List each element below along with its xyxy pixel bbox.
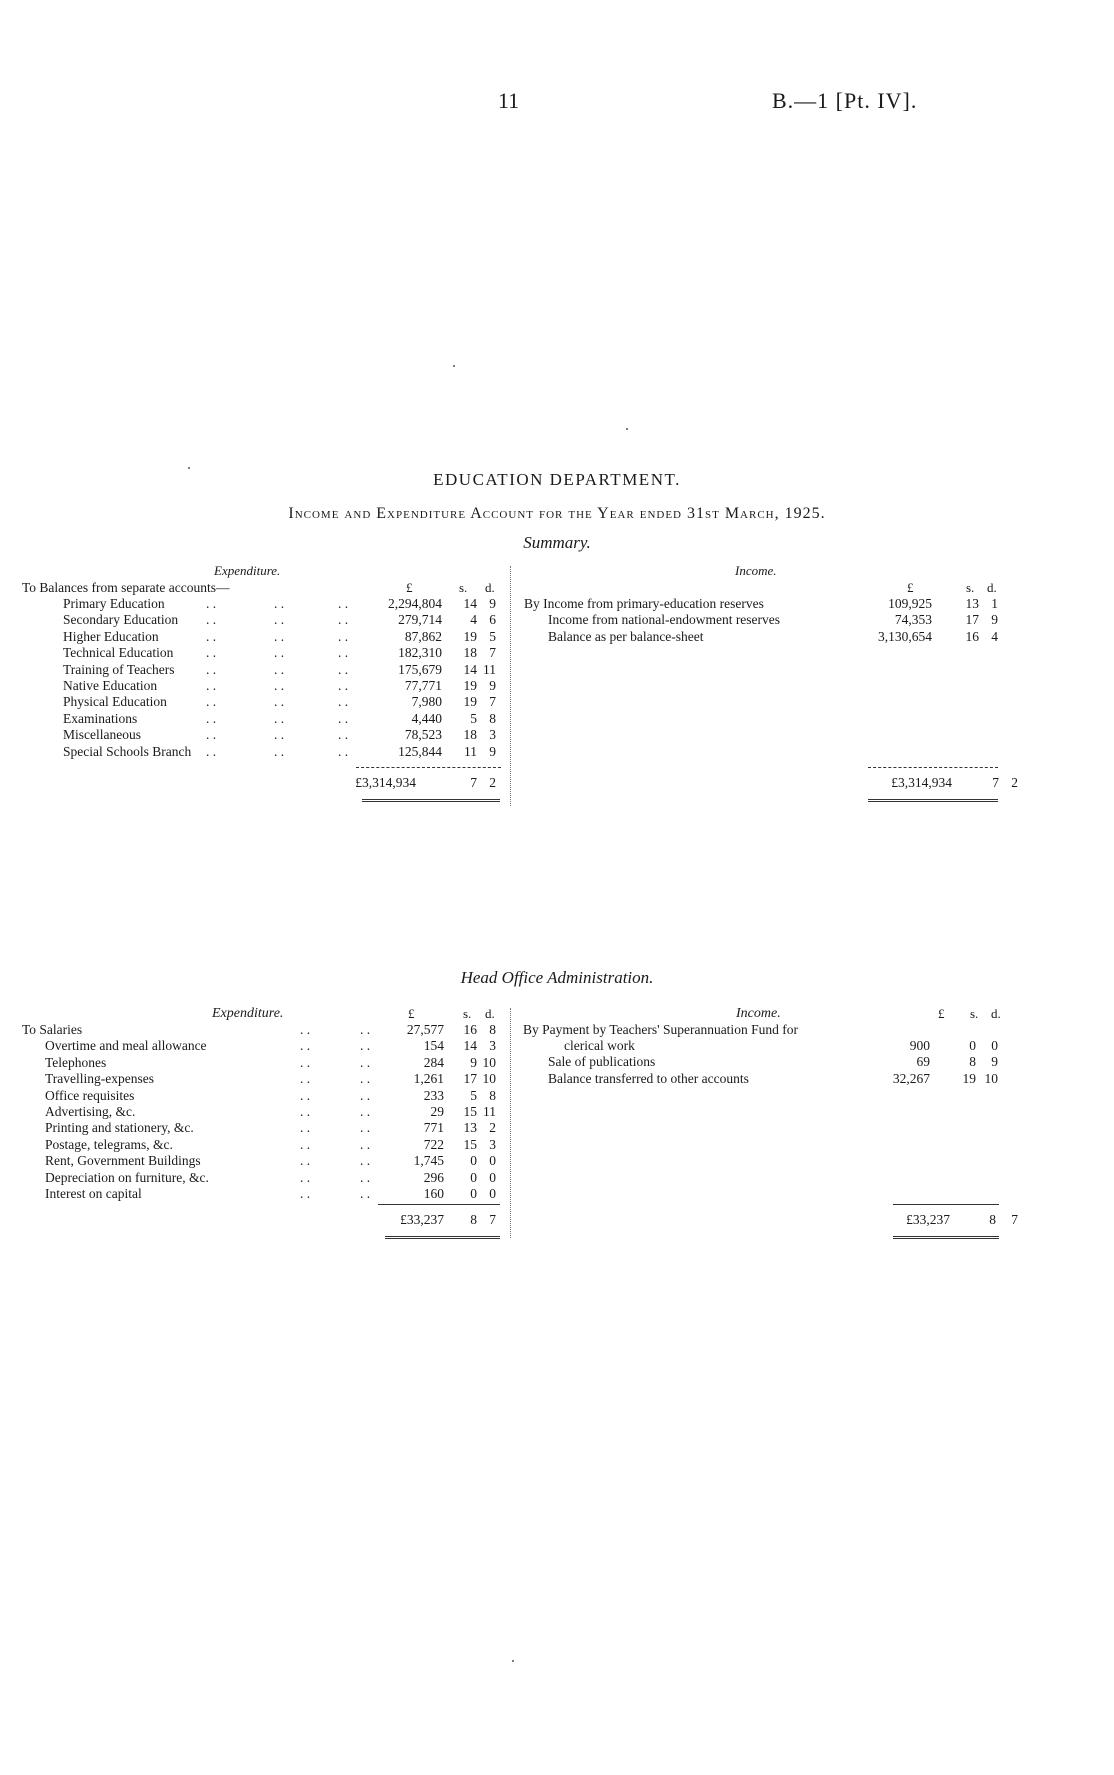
summary-inc-total-row — [500, 775, 1020, 791]
ho-exp-label: Advertising, &c. — [45, 1104, 136, 1119]
summary-exp-pounds: 2,294,804 — [388, 596, 442, 611]
summary-inc-shillings: 16 — [965, 628, 979, 644]
ho-expenditure-heading: Expenditure. — [212, 1006, 284, 1021]
ho-exp-label: Depreciation on furniture, &c. — [45, 1169, 209, 1185]
summary-exp-pence: 8 — [489, 710, 496, 726]
summary-exp-leader-dots: . . — [206, 678, 217, 693]
ho-inc-shillings: 8 — [969, 1054, 976, 1070]
ho-inc-label: Balance transferred to other accounts — [548, 1070, 749, 1086]
ho-exp-leader-dots: . . — [300, 1186, 311, 1201]
summary-exp-leader-dots: . . — [274, 678, 285, 693]
head-office-section — [0, 900, 1114, 1300]
ho-exp-pounds: 722 — [423, 1136, 444, 1152]
summary-exp-pounds: 87,862 — [404, 628, 442, 644]
ho-exp-pence: 10 — [482, 1054, 496, 1070]
summary-inc-pence: 9 — [991, 612, 998, 628]
ho-exp-shillings: 0 — [470, 1186, 477, 1201]
summary-exp-pence: 9 — [489, 743, 496, 759]
ho-exp-label: Postage, telegrams, &c. — [45, 1136, 173, 1152]
summary-inc-col-d: d. — [987, 580, 997, 595]
summary-inc-pounds: 3,130,654 — [878, 628, 932, 644]
account-title: Income and Expenditure Account for the Year ended 31st March, 1925. — [288, 505, 826, 522]
summary-inc-total-s: 7 — [992, 775, 999, 790]
summary-exp-shillings: 18 — [463, 645, 477, 661]
summary-inc-shillings: 13 — [965, 596, 979, 611]
ho-exp-shillings: 15 — [463, 1136, 477, 1152]
summary-exp-label: Physical Education — [63, 694, 167, 710]
ho-exp-total-double-rule — [385, 1236, 500, 1239]
summary-exp-leader-dots: . . — [206, 645, 217, 661]
ho-inc-total-d: 7 — [1011, 1212, 1018, 1227]
summary-exp-leader-dots: . . — [274, 661, 285, 677]
ho-exp-col-d: d. — [485, 1006, 495, 1021]
summary-exp-label: Secondary Education — [63, 612, 179, 628]
summary-exp-shillings: 11 — [464, 743, 477, 759]
summary-exp-pence: 5 — [489, 628, 496, 644]
ho-exp-pence: 0 — [489, 1153, 496, 1169]
ho-inc-pence: 10 — [984, 1070, 998, 1086]
ho-exp-row — [0, 1137, 520, 1153]
ho-income-heading: Income. — [736, 1006, 781, 1021]
summary-inc-pounds: 109,925 — [888, 596, 932, 611]
ho-exp-row — [0, 1153, 520, 1169]
summary-exp-leader-dots: . . — [206, 743, 217, 759]
ho-exp-pence: 3 — [489, 1136, 496, 1152]
ho-inc-total-pounds: £33,237 — [906, 1212, 950, 1227]
ho-exp-leader-dots: . . — [360, 1022, 371, 1037]
ho-exp-shillings: 9 — [470, 1054, 477, 1070]
ho-inc-pounds: 69 — [916, 1054, 930, 1070]
ho-inc-pounds: 900 — [909, 1038, 930, 1053]
summary-inc-label: Income from national-endowment reserves — [548, 612, 781, 628]
ho-inc-total-s: 8 — [989, 1212, 996, 1227]
summary-exp-leader-dots: . . — [274, 645, 285, 661]
ho-exp-pence: 2 — [489, 1120, 496, 1136]
summary-exp-leader-dots: . . — [338, 645, 349, 661]
summary-inc-row — [500, 596, 1000, 612]
ho-exp-pence: 8 — [489, 1087, 496, 1103]
ho-inc-col-d: d. — [991, 1006, 1001, 1021]
summary-exp-shillings: 19 — [463, 694, 477, 710]
ho-exp-pence: 0 — [489, 1186, 496, 1201]
summary-exp-total-row — [0, 775, 520, 791]
summary-exp-leader-dots: . . — [338, 612, 349, 628]
ho-exp-pounds: 771 — [423, 1120, 444, 1136]
scan-speck — [512, 1660, 514, 1662]
summary-group-label: To Balances from separate accounts— — [22, 580, 230, 595]
summary-exp-shillings: 4 — [470, 612, 477, 628]
ho-exp-pounds: 29 — [430, 1104, 444, 1119]
ho-exp-shillings: 0 — [470, 1153, 477, 1169]
summary-inc-label: By Income from primary-education reserves — [524, 596, 764, 611]
summary-exp-leader-dots: . . — [274, 596, 285, 611]
summary-exp-leader-dots: . . — [206, 727, 217, 743]
ho-inc-label: Sale of publications — [548, 1054, 656, 1070]
summary-exp-leader-dots: . . — [274, 710, 285, 726]
summary-exp-row — [0, 694, 520, 710]
ho-exp-col-pound: £ — [408, 1006, 415, 1021]
summary-exp-label: Higher Education — [63, 628, 159, 644]
summary-inc-col-pound: £ — [907, 580, 914, 595]
summary-exp-leader-dots: . . — [274, 628, 285, 644]
summary-exp-pounds: 4,440 — [411, 710, 442, 726]
summary-exp-total-d: 2 — [489, 775, 496, 790]
summary-exp-leader-dots: . . — [274, 694, 285, 710]
summary-exp-leader-dots: . . — [338, 694, 349, 710]
ho-exp-leader-dots: . . — [300, 1087, 311, 1103]
summary-income-table — [0, 596, 1114, 656]
ho-exp-shillings: 14 — [463, 1038, 477, 1054]
ho-exp-total-pounds: £33,237 — [400, 1212, 444, 1227]
summary-inc-label: Balance as per balance-sheet — [548, 628, 704, 644]
summary-exp-leader-dots: . . — [206, 596, 217, 611]
summary-exp-pounds: 7,980 — [411, 694, 442, 710]
ho-exp-pounds: 284 — [423, 1054, 444, 1070]
ho-exp-pence: 3 — [489, 1038, 496, 1054]
ho-exp-label: Printing and stationery, &c. — [45, 1120, 194, 1136]
summary-exp-col-s: s. — [459, 580, 468, 595]
summary-exp-shillings: 19 — [463, 678, 477, 693]
ho-exp-leader-dots: . . — [300, 1022, 311, 1037]
summary-inc-total-double-rule — [868, 799, 998, 802]
summary-exp-shillings: 18 — [463, 727, 477, 743]
ho-exp-pounds: 233 — [423, 1087, 444, 1103]
ho-exp-label: To Salaries — [22, 1022, 83, 1037]
ho-exp-shillings: 0 — [470, 1169, 477, 1185]
document-reference: B.—1 [Pt. IV]. — [772, 88, 918, 113]
summary-exp-pounds: 125,844 — [398, 743, 442, 759]
summary-exp-pence: 7 — [489, 694, 496, 710]
summary-exp-label: Examinations — [63, 710, 138, 726]
summary-exp-shillings: 19 — [463, 628, 477, 644]
ho-exp-label: Travelling-expenses — [45, 1071, 154, 1087]
summary-exp-shillings: 14 — [463, 596, 477, 611]
ho-exp-pounds: 1,745 — [413, 1153, 444, 1169]
ho-exp-label: Office requisites — [45, 1087, 135, 1103]
summary-inc-shillings: 17 — [965, 612, 979, 628]
ho-exp-label: Rent, Government Buildings — [45, 1153, 201, 1169]
ho-exp-shillings: 15 — [463, 1104, 477, 1119]
summary-exp-shillings: 14 — [463, 661, 477, 677]
ho-exp-shillings: 16 — [463, 1022, 477, 1037]
summary-exp-label: Technical Education — [63, 645, 174, 661]
ho-inc-shillings: 0 — [969, 1038, 976, 1053]
ho-inc-total-double-rule — [893, 1236, 999, 1239]
summary-exp-leader-dots: . . — [338, 710, 349, 726]
summary-inc-row — [500, 612, 1000, 628]
summary-exp-leader-dots: . . — [338, 596, 349, 611]
summary-exp-label: Special Schools Branch — [63, 743, 192, 759]
summary-exp-pounds: 182,310 — [398, 645, 442, 661]
ho-inc-col-pound: £ — [938, 1006, 945, 1021]
summary-exp-pence: 3 — [489, 727, 496, 743]
ho-exp-total-rule — [378, 1204, 500, 1205]
summary-exp-shillings: 5 — [470, 710, 477, 726]
ho-exp-leader-dots: . . — [360, 1120, 371, 1136]
summary-exp-leader-dots: . . — [206, 661, 217, 677]
department-title: EDUCATION DEPARTMENT. — [433, 470, 681, 489]
ho-exp-leader-dots: . . — [360, 1186, 371, 1201]
summary-exp-leader-dots: . . — [206, 710, 217, 726]
ho-exp-leader-dots: . . — [360, 1038, 371, 1054]
summary-exp-total-s: 7 — [470, 775, 477, 790]
ho-inc-shillings: 19 — [962, 1070, 976, 1086]
summary-inc-col-s: s. — [966, 580, 975, 595]
ho-inc-row — [500, 1071, 1000, 1087]
summary-exp-total-pounds: £3,314,934 — [355, 775, 416, 790]
ho-exp-pounds: 160 — [423, 1186, 444, 1201]
page-number: 11 — [498, 88, 520, 113]
summary-inc-total-d: 2 — [1011, 775, 1018, 790]
ho-exp-pounds: 1,261 — [413, 1071, 444, 1087]
ho-exp-shillings: 13 — [463, 1120, 477, 1136]
ho-exp-pence: 10 — [482, 1071, 496, 1087]
ho-exp-leader-dots: . . — [360, 1104, 371, 1119]
ho-exp-leader-dots: . . — [360, 1087, 371, 1103]
summary-exp-leader-dots: . . — [338, 727, 349, 743]
ho-exp-row — [0, 1104, 520, 1120]
ho-exp-leader-dots: . . — [300, 1071, 311, 1087]
ho-inc-pence: 9 — [991, 1054, 998, 1070]
head-office-title: Head Office Administration. — [460, 968, 654, 987]
summary-exp-leader-dots: . . — [206, 612, 217, 628]
summary-exp-pence: 9 — [489, 678, 496, 693]
summary-exp-leader-dots: . . — [338, 743, 349, 759]
ho-exp-total-s: 8 — [470, 1212, 477, 1227]
ho-inc-total-rule — [893, 1204, 999, 1205]
summary-exp-pence: 7 — [489, 645, 496, 661]
ho-inc-row — [500, 1038, 1000, 1054]
summary-exp-leader-dots: . . — [338, 678, 349, 693]
ho-inc-pence: 0 — [991, 1038, 998, 1053]
summary-title: Summary. — [523, 533, 591, 552]
summary-exp-pence: 11 — [483, 661, 496, 677]
ho-exp-leader-dots: . . — [300, 1038, 311, 1054]
ho-exp-row — [0, 1022, 520, 1038]
ho-inc-col-s: s. — [970, 1006, 979, 1021]
summary-exp-leader-dots: . . — [206, 628, 217, 644]
summary-inc-total-rule — [868, 767, 998, 768]
ho-exp-pounds: 154 — [423, 1038, 444, 1054]
ho-exp-leader-dots: . . — [360, 1054, 371, 1070]
summary-exp-row — [0, 678, 520, 694]
summary-exp-pounds: 175,679 — [398, 661, 442, 677]
summary-exp-label: Primary Education — [63, 596, 165, 611]
ho-exp-leader-dots: . . — [300, 1136, 311, 1152]
summary-exp-leader-dots: . . — [206, 694, 217, 710]
ho-inc-total-row — [500, 1212, 1020, 1228]
ho-exp-row — [0, 1186, 520, 1202]
summary-exp-col-pound: £ — [406, 580, 413, 595]
ho-exp-leader-dots: . . — [300, 1169, 311, 1185]
ho-exp-shillings: 17 — [463, 1071, 477, 1087]
summary-exp-leader-dots: . . — [274, 727, 285, 743]
ho-exp-row — [0, 1120, 520, 1136]
ho-exp-label: Telephones — [45, 1054, 107, 1070]
summary-income-heading: Income. — [735, 563, 777, 578]
summary-exp-row — [0, 662, 520, 678]
ho-income-line1: By Payment by Teachers' Superannuation Fund for — [523, 1022, 798, 1037]
ho-exp-pounds: 27,577 — [406, 1022, 444, 1037]
summary-exp-pence: 6 — [489, 612, 496, 628]
summary-exp-pounds: 77,771 — [404, 678, 442, 693]
ho-exp-pence: 11 — [483, 1104, 496, 1119]
summary-exp-label: Miscellaneous — [63, 727, 141, 743]
ho-exp-leader-dots: . . — [360, 1071, 371, 1087]
summary-exp-leader-dots: . . — [274, 743, 285, 759]
summary-expenditure-heading: Expenditure. — [214, 563, 281, 578]
ho-exp-leader-dots: . . — [360, 1153, 371, 1169]
summary-exp-leader-dots: . . — [274, 612, 285, 628]
summary-exp-leader-dots: . . — [338, 661, 349, 677]
ho-exp-total-d: 7 — [489, 1212, 496, 1227]
ho-exp-label: Overtime and meal allowance — [45, 1038, 207, 1054]
ho-exp-pounds: 296 — [423, 1169, 444, 1185]
summary-exp-label: Native Education — [63, 678, 158, 693]
ho-inc-pounds: 32,267 — [892, 1070, 930, 1086]
summary-exp-total-double-rule — [362, 799, 500, 802]
summary-exp-label: Training of Teachers — [63, 661, 175, 677]
summary-exp-row — [0, 727, 520, 743]
ho-inc-row — [500, 1054, 1000, 1070]
ho-exp-leader-dots: . . — [360, 1169, 371, 1185]
ho-income-table — [0, 1038, 1114, 1098]
summary-inc-pence: 1 — [991, 596, 998, 611]
ho-exp-leader-dots: . . — [360, 1136, 371, 1152]
summary-inc-total-pounds: £3,314,934 — [891, 775, 952, 790]
ho-exp-pence: 0 — [489, 1169, 496, 1185]
summary-inc-pence: 4 — [991, 628, 998, 644]
ho-exp-total-row — [0, 1212, 520, 1228]
summary-exp-row — [0, 744, 520, 760]
ho-exp-col-s: s. — [463, 1006, 472, 1021]
summary-exp-pounds: 279,714 — [398, 612, 442, 628]
summary-exp-leader-dots: . . — [338, 628, 349, 644]
ho-exp-leader-dots: . . — [300, 1104, 311, 1119]
summary-exp-pence: 9 — [489, 596, 496, 611]
ho-exp-label: Interest on capital — [45, 1186, 142, 1201]
ho-exp-pence: 8 — [489, 1022, 496, 1037]
summary-inc-row — [500, 629, 1000, 645]
ho-exp-row — [0, 1170, 520, 1186]
ho-exp-leader-dots: . . — [300, 1153, 311, 1169]
summary-exp-total-rule — [356, 767, 501, 768]
summary-inc-pounds: 74,353 — [894, 612, 932, 628]
summary-exp-col-d: d. — [485, 580, 495, 595]
summary-exp-pounds: 78,523 — [404, 727, 442, 743]
summary-exp-row — [0, 711, 520, 727]
ho-exp-leader-dots: . . — [300, 1120, 311, 1136]
ho-exp-shillings: 5 — [470, 1087, 477, 1103]
ho-exp-leader-dots: . . — [300, 1054, 311, 1070]
ho-inc-label: clerical work — [564, 1038, 635, 1053]
